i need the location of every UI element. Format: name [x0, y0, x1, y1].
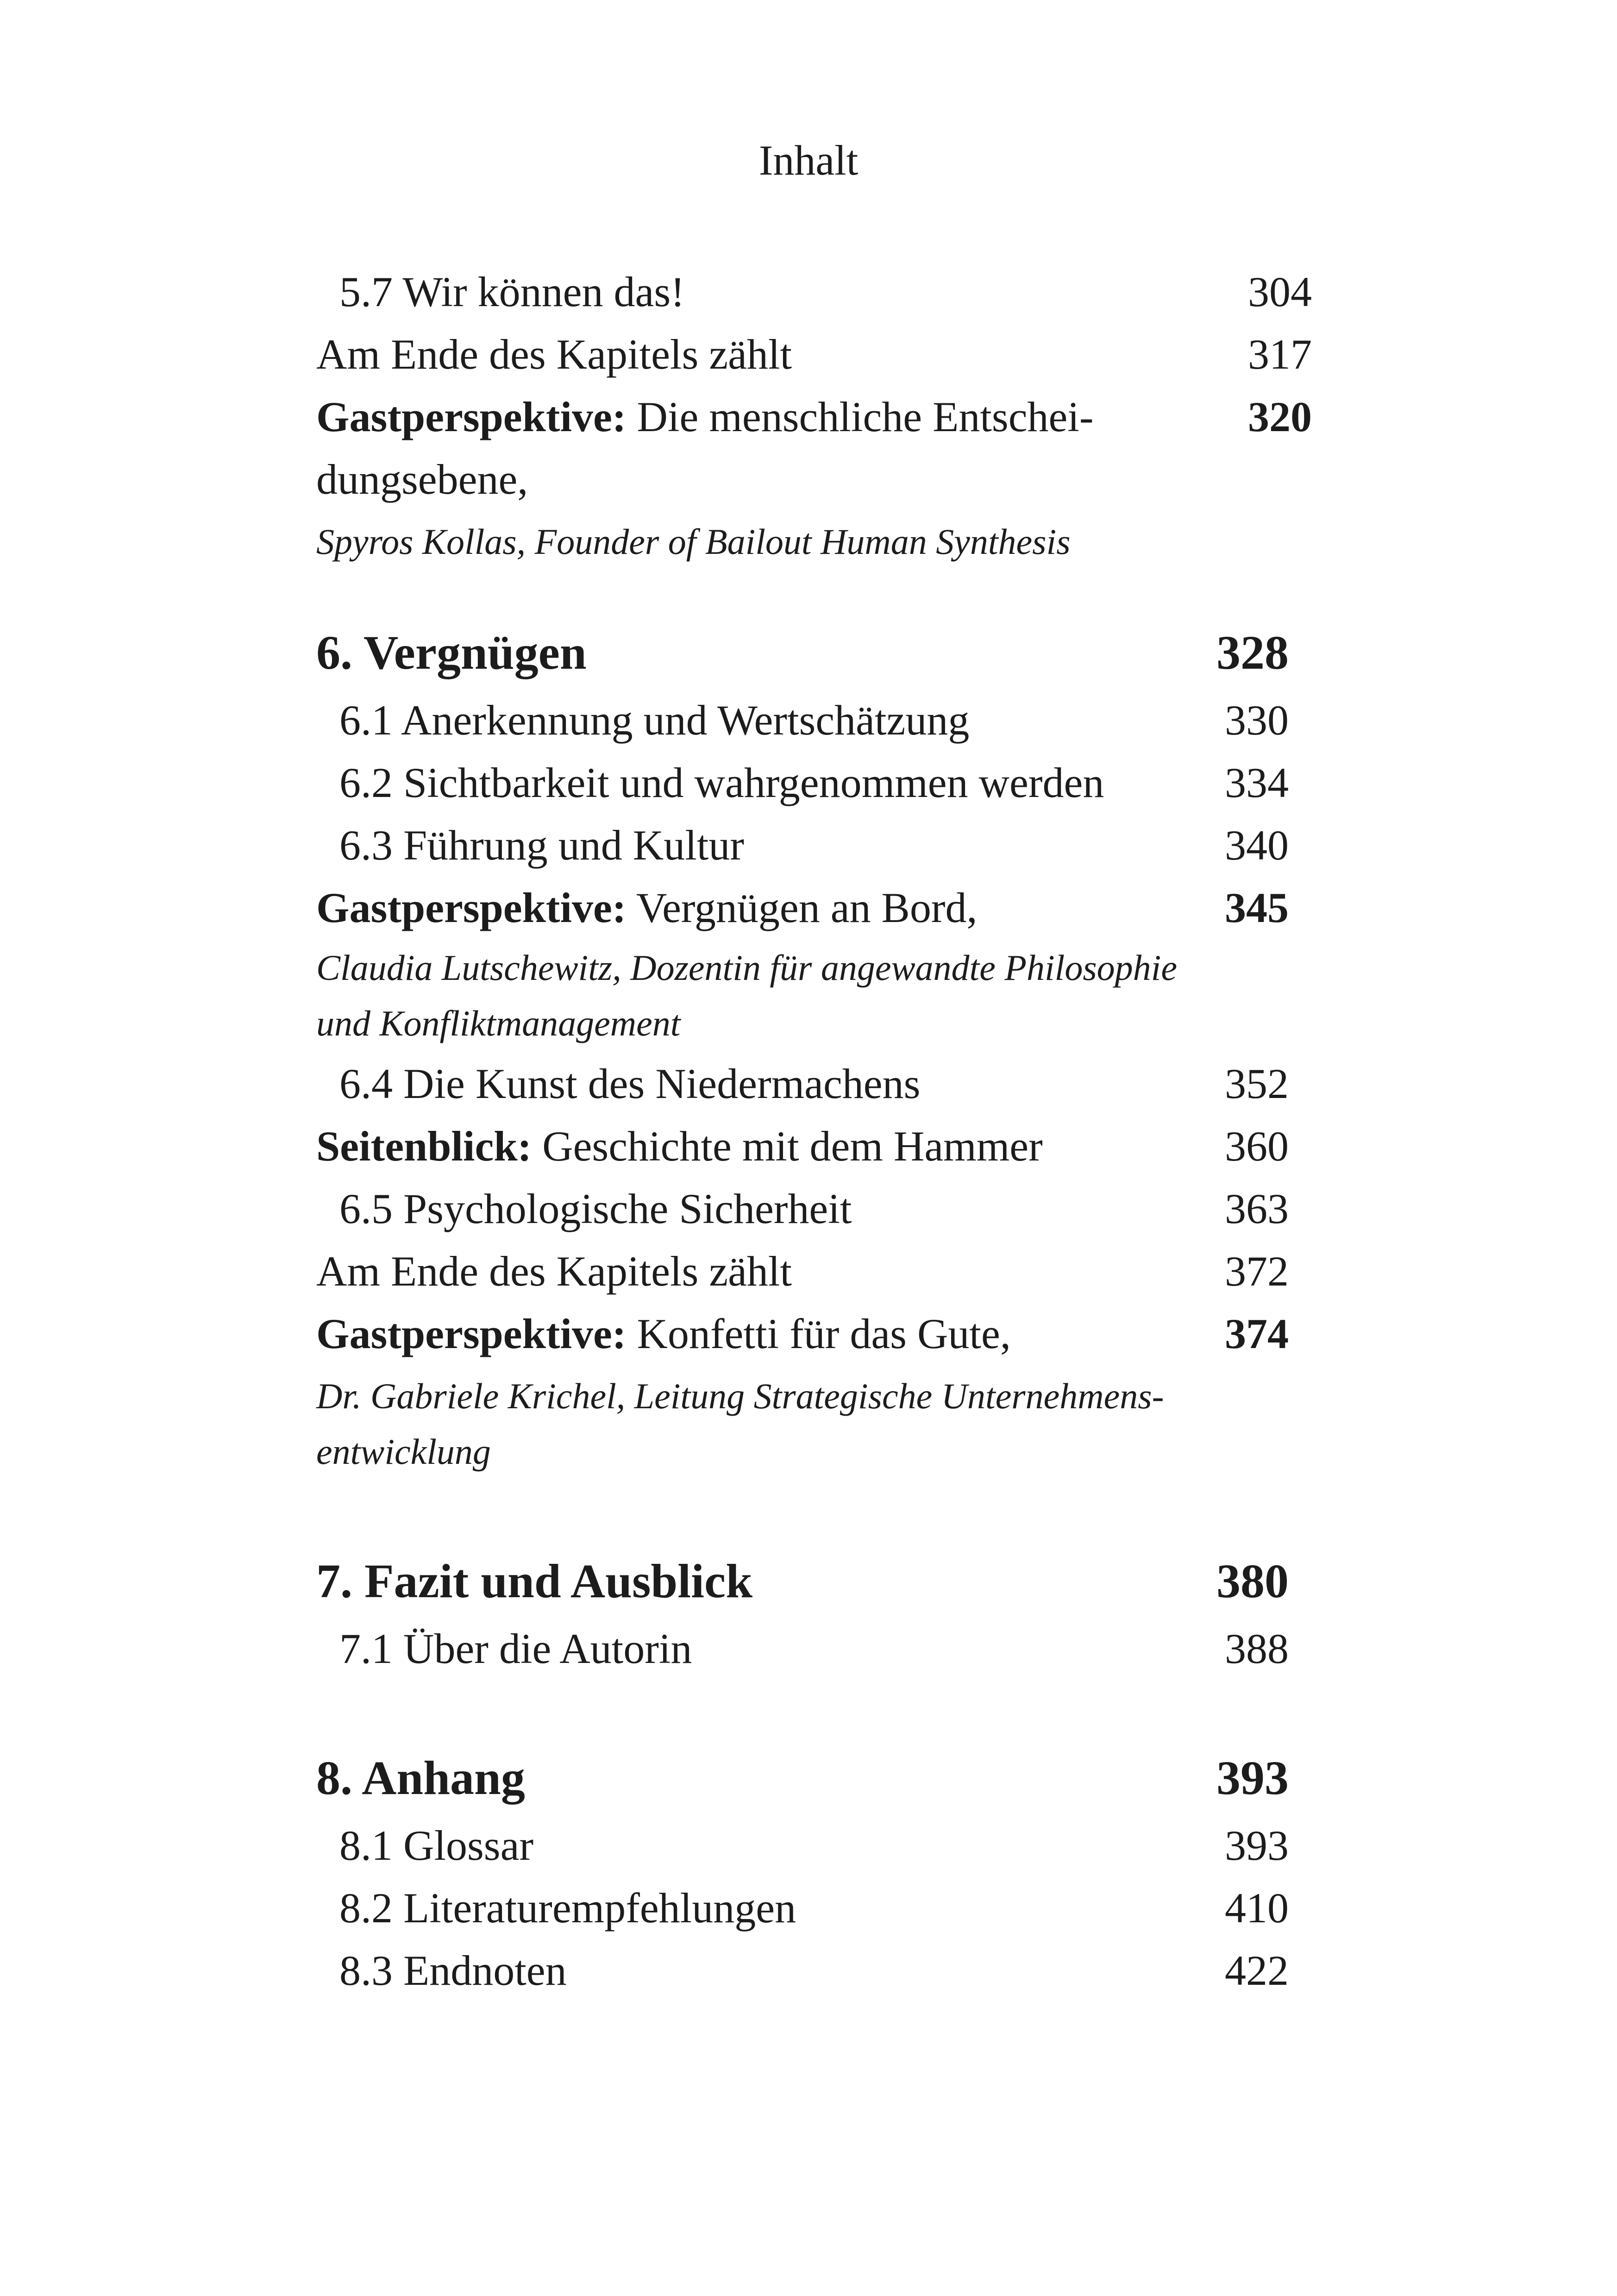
- toc-entry-page: 393: [1225, 1822, 1289, 1869]
- toc-chapter[interactable]: [316, 1549, 1289, 1614]
- toc-entry-label: 6.4 Die Kunst des Niedermachens: [339, 1060, 921, 1107]
- toc-entry[interactable]: [316, 1876, 1289, 1940]
- toc-entry-sidebar[interactable]: [316, 1114, 1289, 1179]
- toc-entry-author: [316, 514, 1289, 570]
- toc-entry-page: 422: [1225, 1947, 1289, 1994]
- toc-chapter[interactable]: [316, 1746, 1289, 1811]
- toc-entry-author: [316, 1368, 1289, 1424]
- toc-chapter-page: 393: [1216, 1751, 1289, 1805]
- toc-entry-prefix: Gastperspektive:: [316, 1310, 627, 1357]
- toc-entry-author-text: Spyros Kollas, Founder of Bailout Human Synthesis: [316, 521, 1071, 562]
- toc-entry[interactable]: [316, 688, 1289, 753]
- page-title: Inhalt: [758, 137, 859, 184]
- toc-chapter-page: 328: [1216, 626, 1289, 679]
- toc-entry-label: 8.3 Endnoten: [339, 1947, 567, 1994]
- toc-entry-prefix: Gastperspektive:: [316, 884, 627, 931]
- toc-entry[interactable]: [316, 813, 1289, 878]
- toc-entry-page: 317: [1248, 331, 1312, 378]
- toc-entry[interactable]: [316, 1813, 1289, 1878]
- toc-entry-title: Die menschliche Entschei-: [626, 393, 1094, 440]
- toc-chapter-label: 8. Anhang: [316, 1751, 525, 1805]
- toc-entry-author-text: Claudia Lutschewitz, Dozentin für angewandte Philosophie: [316, 947, 1177, 988]
- toc-entry-prefix: Seitenblick:: [316, 1123, 532, 1170]
- toc-entry-page: 360: [1225, 1123, 1289, 1170]
- toc-entry[interactable]: [316, 259, 1312, 324]
- toc-entry-label: Am Ende des Kapitels zählt: [316, 1248, 792, 1295]
- toc-entry-title: Geschichte mit dem Hammer: [532, 1123, 1043, 1170]
- toc-entry-page: 372: [1225, 1248, 1289, 1295]
- toc-entry-continuation: [316, 447, 1289, 512]
- toc-entry-author: [316, 1424, 1289, 1480]
- toc-entry[interactable]: [316, 1616, 1289, 1681]
- toc-entry-page: 388: [1225, 1625, 1289, 1672]
- toc-entry-label: [316, 1301, 1011, 1366]
- toc-entry-label: dungsebene,: [316, 456, 528, 503]
- toc-entry-title: Konfetti für das Gute,: [626, 1310, 1011, 1357]
- toc-entry-page: 320: [1248, 393, 1312, 440]
- toc-entry-page: 340: [1225, 822, 1289, 869]
- toc-entry-label: 5.7 Wir können das!: [339, 268, 685, 315]
- toc-entry-guest[interactable]: [316, 875, 1289, 940]
- toc-entry-label: 8.1 Glossar: [339, 1822, 534, 1869]
- toc-entry-page: 352: [1225, 1060, 1289, 1107]
- toc-entry[interactable]: [316, 322, 1312, 387]
- toc-entry-guest[interactable]: [316, 1301, 1289, 1366]
- toc-entry-label: 6.3 Führung und Kultur: [339, 822, 744, 869]
- toc-entry-page: 345: [1225, 884, 1289, 931]
- toc-entry-guest[interactable]: [316, 384, 1312, 449]
- toc-entry-page: 374: [1225, 1310, 1289, 1357]
- toc-entry-author-text: entwicklung: [316, 1431, 491, 1472]
- toc-entry-page: 334: [1225, 759, 1289, 806]
- toc-entry-author-text: und Konfliktmanagement: [316, 1003, 681, 1043]
- toc-entry-label: 7.1 Über die Autorin: [339, 1625, 692, 1672]
- toc-entry-label: [316, 1114, 1043, 1179]
- toc-chapter-label: 6. Vergnügen: [316, 626, 587, 679]
- toc-entry-page: 410: [1225, 1884, 1289, 1932]
- toc-entry-prefix: Gastperspektive:: [316, 393, 627, 440]
- toc-entry-title: Vergnügen an Bord,: [626, 884, 978, 931]
- toc-entry-label: 6.2 Sichtbarkeit und wahrgenommen werden: [339, 759, 1104, 806]
- toc-chapter[interactable]: [316, 621, 1289, 685]
- toc-entry[interactable]: [316, 1176, 1289, 1241]
- toc-entry[interactable]: [316, 1239, 1289, 1304]
- toc-entry-author-text: Dr. Gabriele Krichel, Leitung Strategische Unternehmens-: [316, 1376, 1164, 1416]
- toc-entry-label: [316, 875, 978, 940]
- toc-entry-author: [316, 940, 1289, 996]
- toc-entry[interactable]: [316, 750, 1289, 815]
- toc-entry-page: 304: [1248, 268, 1312, 315]
- toc-entry-label: 8.2 Literaturempfehlungen: [339, 1884, 796, 1932]
- toc-chapter-page: 380: [1216, 1555, 1289, 1608]
- toc-entry[interactable]: [316, 1051, 1289, 1116]
- toc-entry-label: 6.5 Psychologische Sicherheit: [339, 1185, 852, 1232]
- toc-entry-author: [316, 996, 1289, 1051]
- toc-chapter-label: 7. Fazit und Ausblick: [316, 1555, 753, 1608]
- toc-entry-label: [316, 384, 1094, 449]
- toc-entry-label: Am Ende des Kapitels zählt: [316, 331, 792, 378]
- toc-entry-page: 363: [1225, 1185, 1289, 1232]
- toc-entry-page: 330: [1225, 696, 1289, 744]
- toc-entry-label: 6.1 Anerkennung und Wertschätzung: [339, 696, 970, 744]
- toc-entry[interactable]: [316, 1938, 1289, 2003]
